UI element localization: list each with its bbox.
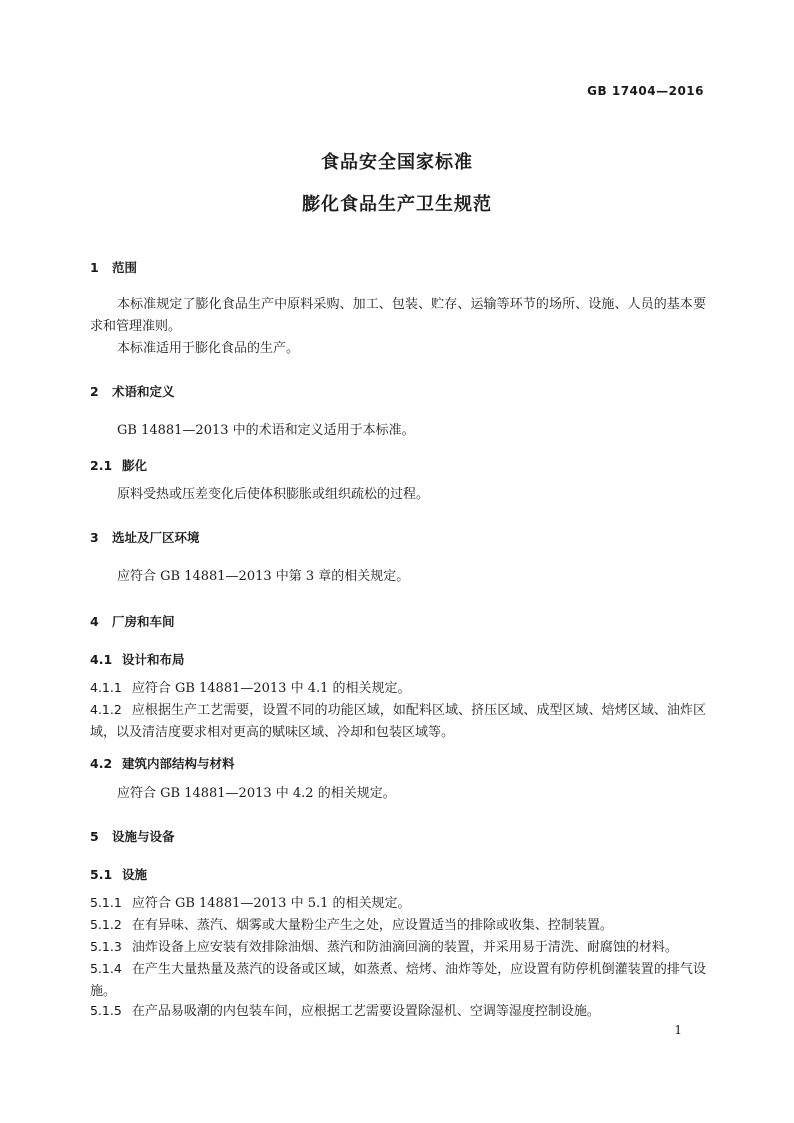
section-1-paragraph-1: 本标准规定了膨化食品生产中原料采购、加工、包装、贮存、运输等环节的场所、设施、人员的基本要求和管理准则。	[90, 297, 706, 334]
section-number: 2.1	[90, 458, 113, 473]
clause-number: 4.1.1	[90, 680, 122, 695]
clause-text: 在产品易吸潮的内包装车间，应根据工艺需要设置除湿机、空调等湿度控制设施。	[131, 1004, 600, 1019]
section-3-heading	[90, 528, 200, 546]
clause-text: 在产生大量热量及蒸汽的设备或区域，如蒸煮、焙烤、油炸等处，应设置有防停机倒灌装置的排气设施。	[90, 962, 706, 999]
clause-text: 应符合 GB 14881—2013 中 4.1 的相关规定。	[131, 681, 411, 696]
clause-5-1-3	[90, 936, 706, 959]
clause-number: 5.1.5	[90, 1003, 122, 1018]
section-title: 设施与设备	[112, 829, 175, 844]
section-number: 4.1	[90, 652, 113, 667]
section-number: 1	[90, 260, 99, 275]
clause-number: 5.1.1	[90, 895, 122, 910]
section-4-2-paragraph: 应符合 GB 14881—2013 中 4.2 的相关规定。	[117, 786, 396, 801]
clause-5-1-2	[90, 914, 706, 937]
section-1-heading	[90, 258, 137, 276]
clause-5-1-1	[90, 892, 706, 915]
section-4-heading	[90, 612, 175, 630]
document-title-line2: 膨化食品生产卫生规范	[302, 194, 492, 215]
clause-4-1-1	[90, 677, 706, 700]
section-4-2-heading	[90, 754, 235, 772]
clause-4-1-2	[90, 699, 706, 744]
clause-text: 在有异味、蒸汽、烟雾或大量粉尘产生之处，应设置适当的排除或收集、控制装置。	[131, 918, 613, 933]
clause-5-1-4	[90, 958, 706, 1003]
clause-text: 应根据生产工艺需要，设置不同的功能区域，如配料区域、挤压区域、成型区域、焙烤区域、油炸区域，以及清洁度要求相对更高的赋味区域、冷却和包装区域等。	[90, 703, 706, 740]
clause-number: 5.1.3	[90, 939, 122, 954]
section-title: 膨化	[122, 458, 148, 473]
clause-5-1-5	[90, 1000, 706, 1023]
section-title: 设计和布局	[122, 652, 185, 667]
clause-text: 应符合 GB 14881—2013 中 5.1 的相关规定。	[131, 896, 411, 911]
section-title: 设施	[122, 867, 148, 882]
section-number: 2	[90, 384, 99, 399]
section-5-1-heading	[90, 865, 147, 883]
section-number: 5.1	[90, 867, 113, 882]
section-title: 范围	[112, 260, 138, 275]
section-2-1-heading	[90, 456, 147, 474]
section-number: 4.2	[90, 756, 113, 771]
section-number: 3	[90, 530, 99, 545]
section-title: 厂房和车间	[112, 614, 175, 629]
section-title: 选址及厂区环境	[112, 530, 200, 545]
document-title-line1: 食品安全国家标准	[321, 152, 473, 173]
clause-number: 4.1.2	[90, 702, 122, 717]
clause-text: 油炸设备上应安装有效排除油烟、蒸汽和防油滴回滴的装置，并采用易于清洗、耐腐蚀的材料。	[131, 940, 678, 955]
section-number: 5	[90, 829, 99, 844]
section-2-1-paragraph: 原料受热或压差变化后使体积膨胀或组织疏松的过程。	[117, 487, 430, 502]
section-number: 4	[90, 614, 99, 629]
page-number: 1	[674, 1023, 682, 1037]
section-2-paragraph: GB 14881—2013 中的术语和定义适用于本标准。	[117, 423, 415, 438]
section-2-heading	[90, 382, 175, 400]
section-title: 建筑内部结构与材料	[122, 756, 235, 771]
section-1-paragraph-2: 本标准适用于膨化食品的生产。	[117, 341, 300, 356]
clause-number: 5.1.2	[90, 917, 122, 932]
section-4-1-heading	[90, 650, 185, 668]
section-5-heading	[90, 827, 175, 845]
section-title: 术语和定义	[112, 384, 175, 399]
standard-number: GB 17404—2016	[587, 84, 704, 98]
clause-number: 5.1.4	[90, 961, 122, 976]
section-3-paragraph: 应符合 GB 14881—2013 中第 3 章的相关规定。	[117, 569, 410, 584]
